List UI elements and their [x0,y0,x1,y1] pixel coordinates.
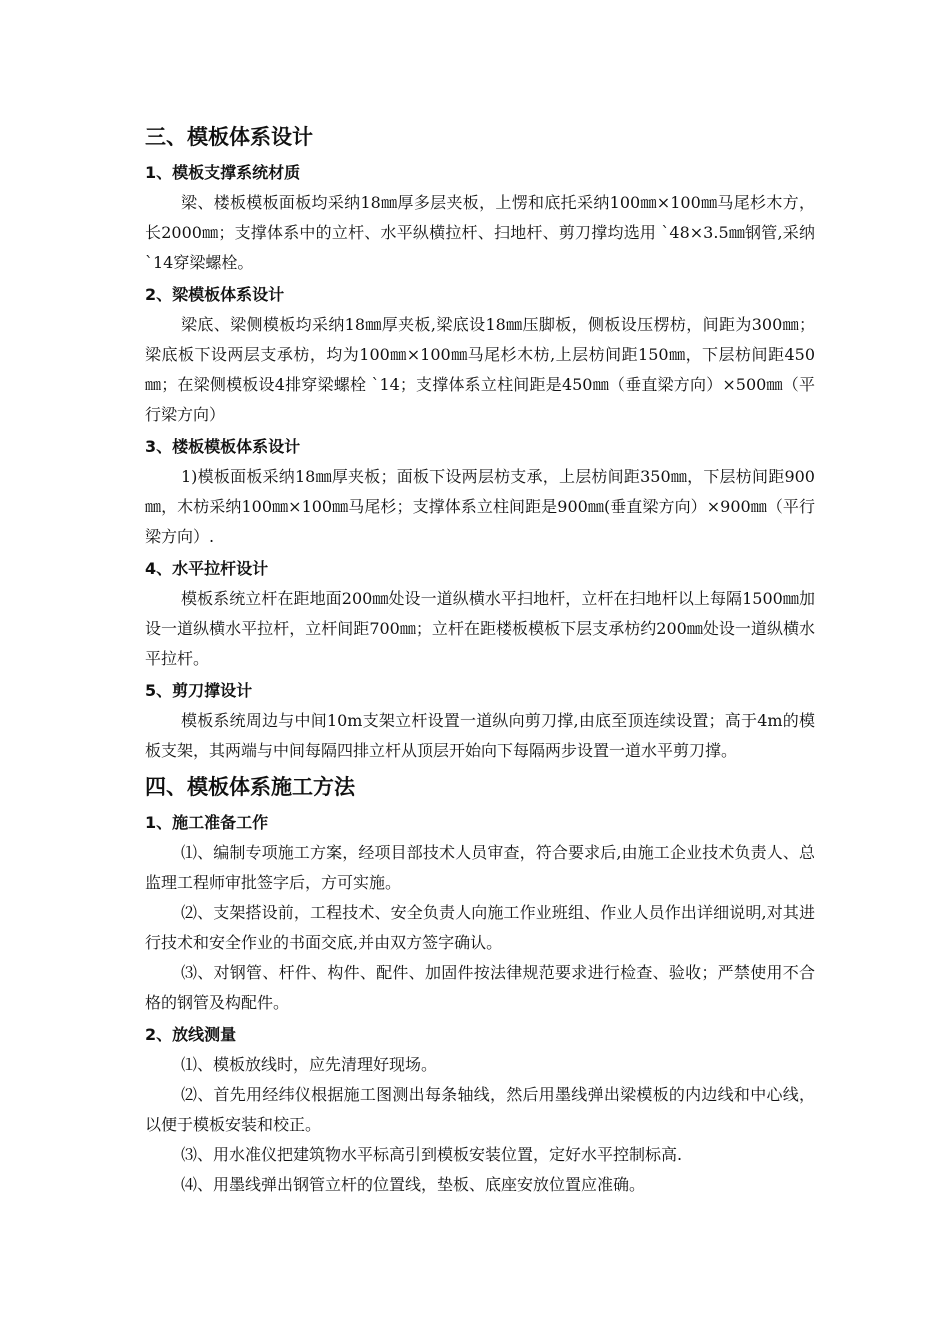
paragraph: ⑴、编制专项施工方案，经项目部技术人员审查，符合要求后,由施工企业技术负责人、总监理工程师审批签字后，方可实施。 [145,843,815,892]
paragraph: ⑴、模板放线时，应先清理好现场。 [181,1055,438,1074]
subsection-title: 5、剪刀撑设计 [145,681,253,700]
paragraph: 梁底、梁侧模板均采纳18㎜厚夹板,梁底设18㎜压脚板，侧板设压楞枋，间距为300㎜；梁底板下设两层支承枋，均为100㎜×100㎜马尾杉木枋,上层枋间距150㎜，下层枋间距450㎜；在梁侧模板设4排穿梁螺栓 `14；支撑体系立柱间距是450㎜（垂直梁方向）×500㎜（平行梁方向） [145,315,815,424]
subsection-title: 1、模板支撑系统材质 [145,163,301,182]
subsection-title: 3、楼板模板体系设计 [145,437,301,456]
subsection-title: 4、水平拉杆设计 [145,559,269,578]
subsection-title: 2、放线测量 [145,1025,237,1044]
subsection-title: 2、梁模板体系设计 [145,285,285,304]
subsection-title: 1、施工准备工作 [145,813,269,832]
paragraph: 梁、楼板模板面板均采纳18㎜厚多层夹板，上愣和底托采纳100㎜×100㎜马尾杉木方，长2000㎜；支撑体系中的立杆、水平纵横拉杆、扫地杆、剪刀撑均选用 `48×3.5㎜钢管,采纳 `14穿梁螺栓。 [145,193,815,272]
section-title: 三、模板体系设计 [145,125,313,149]
paragraph: 模板系统立杆在距地面200㎜处设一道纵横水平扫地杆，立杆在扫地杆以上每隔1500㎜加设一道纵横水平拉杆，立杆间距700㎜；立杆在距楼板模板下层支承枋约200㎜处设一道纵横水平拉杆。 [145,589,815,668]
paragraph: ⑶、用水准仪把建筑物水平标高引到模板安装位置，定好水平控制标高. [181,1145,683,1164]
section-title: 四、模板体系施工方法 [145,775,355,799]
paragraph: ⑶、对钢管、杆件、构件、配件、加固件按法律规范要求进行检查、验收；严禁使用不合格的钢管及构配件。 [145,963,815,1012]
document-body [145,120,815,1200]
paragraph: ⑷、用墨线弹出钢管立杆的位置线，垫板、底座安放位置应准确。 [181,1175,646,1194]
paragraph: ⑵、首先用经纬仪根据施工图测出每条轴线，然后用墨线弹出梁模板的内边线和中心线，以便于模板安装和校正。 [145,1085,815,1134]
paragraph: ⑵、支架搭设前，工程技术、安全负责人向施工作业班组、作业人员作出详细说明,对其进行技术和安全作业的书面交底,并由双方签字确认。 [145,903,815,952]
paragraph: 1)模板面板采纳18㎜厚夹板；面板下设两层枋支承，上层枋间距350㎜，下层枋间距900㎜，木枋采纳100㎜×100㎜马尾杉；支撑体系立柱间距是900㎜(垂直梁方向）×900㎜（平行梁方向）. [145,467,815,546]
paragraph: 模板系统周边与中间10m支架立杆设置一道纵向剪刀撑,由底至顶连续设置；高于4m的模板支架，其两端与中间每隔四排立杆从顶层开始向下每隔两步设置一道水平剪刀撑。 [145,711,815,760]
